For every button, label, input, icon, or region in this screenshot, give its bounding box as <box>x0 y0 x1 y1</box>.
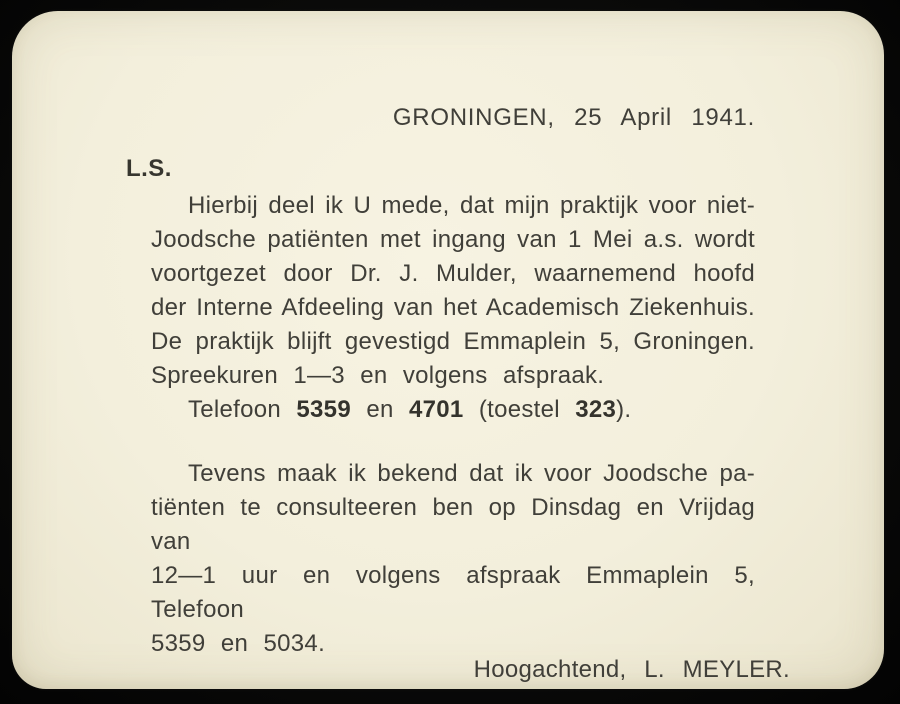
paragraph-1 <box>151 189 755 393</box>
paragraph-1-line: voortgezet door Dr. J. Mulder, waarnemend hoofd <box>151 260 755 287</box>
paragraph-2 <box>151 457 755 661</box>
paragraph-2-line: Tevens maak ik bekend dat ik voor Joodsche pa- <box>188 460 755 487</box>
toestel-number: 323 <box>575 396 617 423</box>
paragraph-1-line: Hierbij deel ik U mede, dat mijn praktijk voor niet- <box>188 192 755 219</box>
telefoon-number-1: 5359 <box>296 396 351 423</box>
telefoon-number-2: 4701 <box>408 396 464 423</box>
paragraph-2-line: 5359 en 5034. <box>151 630 326 657</box>
paragraph-1-line: De praktijk blijft gevestigd Emmaplein 5, Groningen. <box>151 328 755 355</box>
telefoon-label: Telefoon <box>188 396 282 423</box>
announcement-card <box>12 11 884 689</box>
toestel-label: (toestel <box>478 396 560 423</box>
card-content <box>126 11 790 687</box>
paragraph-2-line: 12—1 uur en volgens afspraak Emmaplein 5, Telefoon <box>151 562 755 623</box>
dateline: GRONINGEN, 25 April 1941. <box>392 104 755 131</box>
telefoon-connector: en <box>366 396 394 423</box>
salutation: L.S. <box>126 155 172 182</box>
paragraph-1-line: Joodsche patiënten met ingang van 1 Mei a.s. wordt <box>151 226 755 253</box>
paragraph-1-line: der Interne Afdeeling van het Academisch Ziekenhuis. <box>151 294 755 321</box>
signature-line: Hoogachtend, L. MEYLER. <box>473 656 790 683</box>
toestel-paren-close: ). <box>616 396 632 423</box>
telefoon-line <box>151 393 755 427</box>
paragraph-1-line: Spreekuren 1—3 en volgens afspraak. <box>151 362 605 389</box>
paragraph-2-line: tiënten te consulteeren ben op Dinsdag en Vrijdag van <box>151 494 755 555</box>
